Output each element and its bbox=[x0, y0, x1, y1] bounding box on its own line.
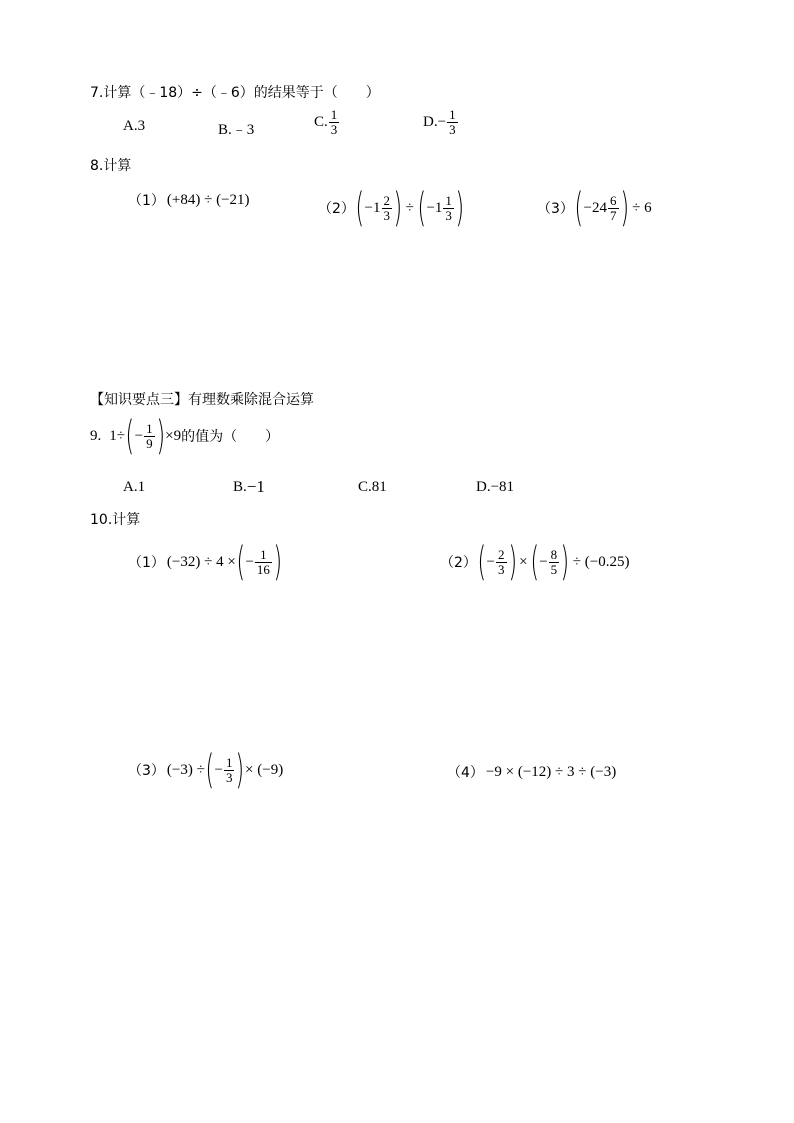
q10-part2-fraction-b bbox=[549, 548, 560, 577]
q9-option-d bbox=[476, 479, 514, 496]
q7-option-c bbox=[314, 108, 340, 137]
q8-part3-paren-open: ( bbox=[574, 185, 584, 231]
q9-denominator: 9 bbox=[146, 435, 153, 451]
q8-part2-fraction-b bbox=[443, 194, 454, 223]
q9-option-c: C.81 bbox=[358, 479, 387, 495]
q8-part3-numerator: 6 bbox=[610, 192, 617, 208]
q10-part1-denominator: 16 bbox=[256, 561, 270, 577]
q10-part1-lead: (−32) ÷ 4 × bbox=[166, 553, 236, 570]
q9-prefix: 9. bbox=[90, 427, 102, 444]
q10-part4-label: （4） bbox=[447, 765, 484, 781]
q8-part3-denominator: 7 bbox=[610, 207, 617, 223]
q7-stem: 7.计算（﹣18）÷（﹣6）的结果等于（ ） bbox=[90, 85, 380, 101]
q7-option-d bbox=[423, 108, 459, 137]
q10-part2-neg-b: − bbox=[539, 553, 548, 570]
q7-option-d-denominator: 3 bbox=[449, 122, 456, 137]
q10-part3-lead: (−3) ÷ bbox=[166, 761, 205, 778]
q7-option-c-prefix: C. bbox=[314, 114, 328, 130]
q9-option-b bbox=[233, 477, 265, 497]
q10-part4 bbox=[447, 762, 616, 782]
q10-part2-label: （2） bbox=[440, 555, 477, 571]
q8-part2 bbox=[318, 185, 465, 231]
q9-option-b-value: −1 bbox=[246, 477, 265, 496]
q10-part2-tail: ÷ (−0.25) bbox=[572, 553, 630, 570]
q8-part1 bbox=[128, 190, 250, 210]
q10-part1-paren-open: ( bbox=[236, 539, 245, 585]
q7-option-a: A.3 bbox=[123, 118, 146, 134]
q10-part1-paren-close: ) bbox=[273, 539, 283, 585]
q9-option-a: A.1 bbox=[123, 479, 146, 495]
q7-option-c-numerator: 1 bbox=[330, 107, 338, 122]
q8-part2-numerator-a: 2 bbox=[383, 192, 390, 208]
q10-part1-label: （1） bbox=[128, 555, 165, 571]
q9-suffix: 的值为（ ） bbox=[181, 429, 280, 445]
q7-option-c-denominator: 3 bbox=[330, 122, 338, 137]
q10-part3-fraction bbox=[224, 756, 235, 785]
q10-part1-fraction bbox=[255, 548, 272, 577]
q10-part2-multiply: × bbox=[519, 553, 528, 570]
q8-part2-paren-open-2: ( bbox=[417, 185, 426, 231]
q8-part2-whole-a: −1 bbox=[364, 199, 381, 216]
q9-paren-open: ( bbox=[125, 413, 135, 459]
q7-option-d-prefix: D. bbox=[423, 114, 438, 130]
q8-title: 8.计算 bbox=[90, 158, 132, 174]
q10-part1-numerator: 1 bbox=[260, 546, 267, 562]
q10-part2-fraction-a bbox=[496, 548, 507, 577]
q9-option-d-value: −81 bbox=[490, 479, 515, 495]
q8-part3-paren-close: ) bbox=[620, 185, 629, 231]
q10-part2-paren-open-2: ( bbox=[530, 539, 539, 585]
q8-part2-fraction-a bbox=[382, 194, 393, 223]
q8-part3 bbox=[537, 185, 652, 231]
q9-neg: − bbox=[134, 427, 144, 444]
section3-title: 【知识要点三】有理数乘除混合运算 bbox=[90, 392, 314, 408]
q9-option-b-label: B. bbox=[233, 478, 247, 495]
q10-part3 bbox=[128, 747, 284, 793]
q9-paren-close: ) bbox=[156, 413, 165, 459]
q10-part3-paren-open: ( bbox=[205, 747, 214, 793]
q8-part2-paren-close-2: ) bbox=[455, 185, 465, 231]
q10-part2-paren-close-2: ) bbox=[560, 539, 570, 585]
q10-part4-expression: −9 × (−12) ÷ 3 ÷ (−3) bbox=[485, 763, 617, 780]
q10-part2-numerator-b: 8 bbox=[550, 546, 558, 562]
q8-part2-paren-open-1: ( bbox=[355, 185, 365, 231]
q9-option-d-label: D. bbox=[476, 479, 491, 495]
q7-option-b: B.﹣3 bbox=[218, 122, 255, 138]
q8-part2-denominator-a: 3 bbox=[383, 207, 390, 223]
q9-numerator: 1 bbox=[146, 420, 153, 436]
q10-part1 bbox=[128, 539, 283, 585]
q9-tail: ×9 bbox=[165, 427, 182, 444]
q8-part2-denominator-b: 3 bbox=[445, 207, 452, 223]
q10-part2-numerator-a: 2 bbox=[498, 546, 505, 562]
q7-option-d-fraction bbox=[447, 108, 458, 137]
q10-part1-neg: − bbox=[245, 553, 254, 570]
q8-part3-tail: ÷ 6 bbox=[632, 199, 652, 216]
q10-title: 10.计算 bbox=[90, 512, 141, 528]
q10-part2-denominator-a: 3 bbox=[498, 561, 505, 577]
q9-stem bbox=[90, 413, 280, 459]
q8-part2-whole-b: −1 bbox=[426, 199, 443, 216]
q10-part2-paren-open-1: ( bbox=[477, 539, 487, 585]
q7-option-c-fraction bbox=[329, 108, 340, 137]
q10-part3-tail: × (−9) bbox=[245, 761, 284, 778]
q9-lead: 1÷ bbox=[109, 427, 125, 444]
q10-part2 bbox=[440, 539, 630, 585]
q10-part2-neg-a: − bbox=[486, 553, 495, 570]
q8-part3-label: （3） bbox=[537, 201, 574, 217]
q10-part3-neg: − bbox=[214, 761, 223, 778]
q10-part3-numerator: 1 bbox=[225, 754, 233, 770]
q10-part3-denominator: 3 bbox=[225, 769, 233, 785]
q7-option-d-sign: − bbox=[437, 114, 447, 130]
q10-part3-label: （3） bbox=[128, 763, 165, 779]
q8-part1-label: （1） bbox=[128, 193, 165, 209]
q7-option-d-numerator: 1 bbox=[449, 107, 456, 122]
q10-part2-denominator-b: 5 bbox=[550, 561, 558, 577]
q8-part1-expression: (+84) ÷ (−21) bbox=[166, 191, 250, 208]
q8-part3-whole: −24 bbox=[583, 199, 607, 216]
q8-part2-label: （2） bbox=[318, 201, 355, 217]
q8-part2-paren-close-1: ) bbox=[393, 185, 403, 231]
q8-part3-fraction bbox=[608, 194, 619, 223]
q8-part2-numerator-b: 1 bbox=[445, 192, 452, 208]
q9-fraction bbox=[144, 422, 155, 451]
q8-part2-divide: ÷ bbox=[405, 199, 414, 216]
q10-part3-paren-close: ) bbox=[235, 747, 245, 793]
q10-part2-paren-close-1: ) bbox=[508, 539, 517, 585]
